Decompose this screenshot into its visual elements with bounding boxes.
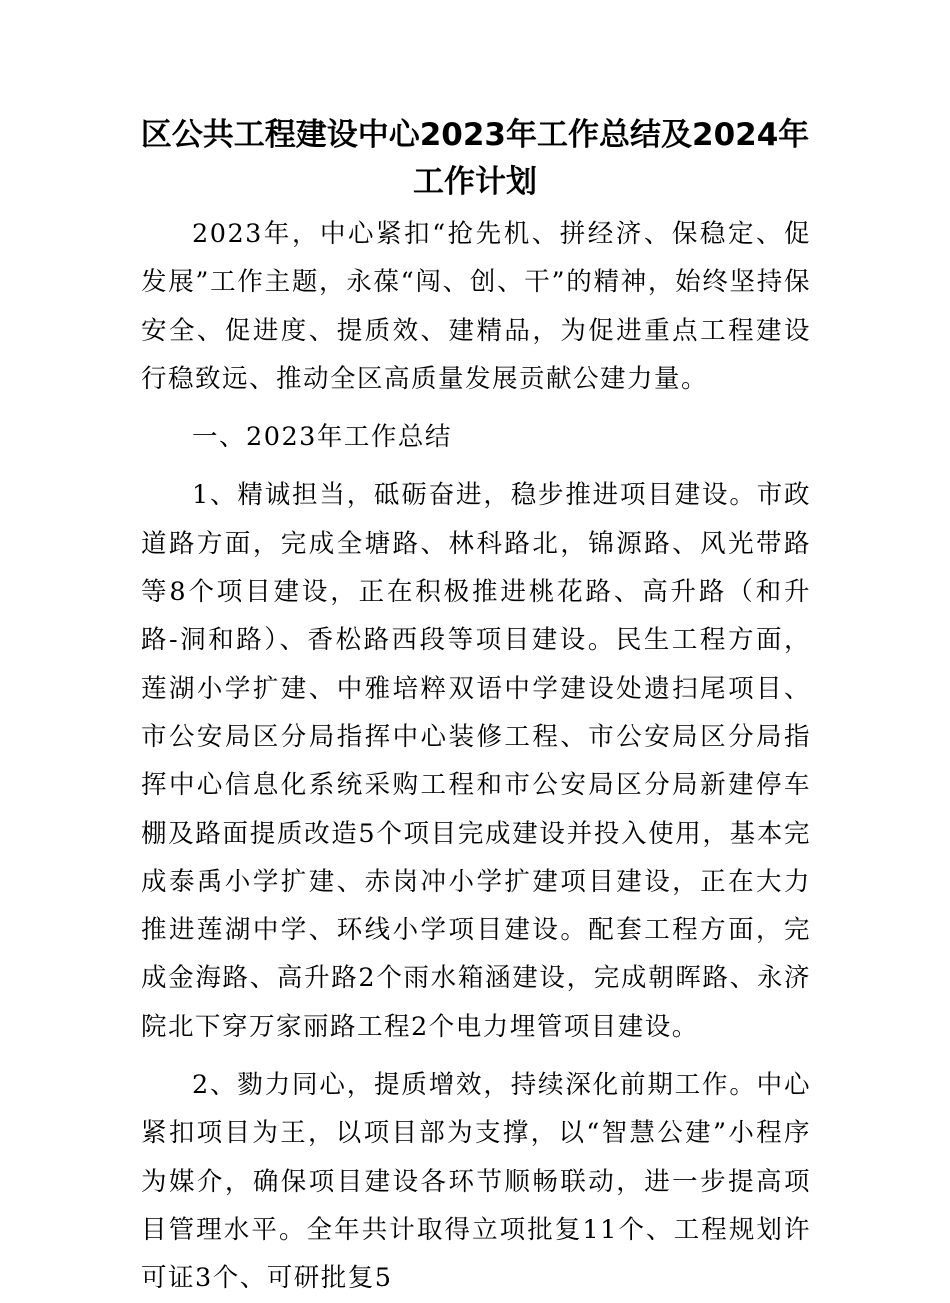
- section-heading: 一、2023年工作总结: [192, 422, 452, 453]
- paragraph-preliminary-work: 2、勠力同心，提质增效，持续深化前期工作。中心紧扣项目为王，以项目部为支撑，以“智慧公建”小程序为媒介，确保项目建设各环节顺畅联动，进一步提高项目管理水平。全年共计取得立项批复11个、工程规划许可证3个、可研批复5: [141, 1070, 811, 1294]
- document-title: 区公共工程建设中心2023年工作总结及2024年工作计划: [140, 117, 810, 200]
- paragraph-project-construction: 1、精诚担当，砥砺奋进，稳步推进项目建设。市政道路方面，完成全塘路、林科路北，锦源路、风光带路等8个项目建设，正在积极推进桃花路、高升路（和升路-洞和路）、香松路西段等项目建设。民生工程方面，莲湖小学扩建、中雅培粹双语中学建设处遗扫尾项目、市公安局区分局指挥中心装修工程、市公安局区分局指挥中心信息化系统采购工程和市公安局区分局新建停车棚及路面提质改造5个项目完成建设并投入使用，基本完成泰禹小学扩建、赤岗冲小学扩建项目建设，正在大力推进莲湖中学、环线小学项目建设。配套工程方面，完成金海路、高升路2个雨水箱涵建设，完成朝晖路、永济院北下穿万家丽路工程2个电力埋管项目建设。: [141, 480, 811, 1042]
- document-body: [141, 210, 811, 1303]
- intro-paragraph: 2023年，中心紧扣“抢先机、拼经济、保稳定、促发展”工作主题，永葆“闯、创、干”的精神，始终坚持保安全、促进度、提质效、建精品，为促进重点工程建设行稳致远、推动全区高质量发展贡献公建力量。: [141, 219, 811, 394]
